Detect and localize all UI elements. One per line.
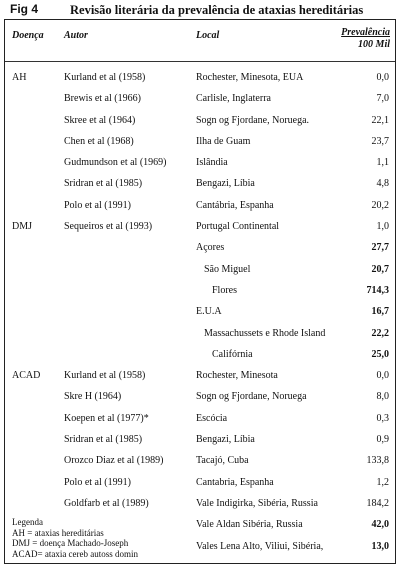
- row-author: Skree et al (1964): [64, 114, 136, 126]
- table-row: [5, 494, 395, 515]
- row-local: Cantabria, Espanha: [196, 476, 274, 488]
- table-row: [5, 153, 395, 174]
- table-row: [5, 324, 395, 345]
- row-prevalence: 184,2: [366, 497, 389, 509]
- row-local: Islândia: [196, 157, 228, 169]
- table-row: [5, 217, 395, 238]
- table-row: [5, 89, 395, 110]
- row-local: Sogn og Fjordane, Noruega: [196, 391, 307, 403]
- row-local: Massachussets e Rhode Island: [204, 327, 326, 339]
- row-local: Rochester, Minesota: [196, 370, 278, 382]
- row-prevalence: 42,0: [371, 519, 389, 531]
- row-local: Açores: [196, 242, 225, 254]
- row-local: Rochester, Minesota, EUA: [196, 72, 304, 83]
- row-prevalence: 8,0: [376, 391, 389, 403]
- table-row: [5, 409, 395, 430]
- header-local: Local: [196, 30, 220, 41]
- row-prevalence: 0,9: [376, 434, 389, 446]
- row-local: Portugal Continental: [196, 221, 280, 233]
- header-prevalence-label: Prevalência: [341, 27, 390, 38]
- row-author: Chen et al (1968): [64, 135, 134, 147]
- row-prevalence: 7,0: [376, 93, 389, 105]
- table-row: [5, 366, 395, 387]
- header-group: Doença: [12, 30, 44, 41]
- row-group: ACAD: [12, 370, 41, 382]
- row-local: Bengazi, Líbia: [196, 434, 255, 446]
- row-prevalence: 1,0: [376, 221, 389, 233]
- row-prevalence: 22,1: [371, 114, 389, 126]
- header-author: Autor: [64, 30, 88, 41]
- row-author: Orozco Diaz et al (1989): [64, 455, 164, 467]
- row-local: Vale Aldan Sibéria, Russia: [196, 519, 303, 531]
- row-local: Vale Indigirka, Sibéria, Russia: [196, 497, 318, 509]
- row-author: Polo et al (1991): [64, 199, 131, 211]
- row-author: Brewis et al (1966): [64, 93, 141, 105]
- table-body: [5, 68, 395, 558]
- table-row: [5, 451, 395, 472]
- row-prevalence: 0,0: [376, 72, 389, 83]
- row-local: E.U.A: [196, 306, 222, 318]
- row-author: Kurland et al (1958): [64, 72, 146, 83]
- row-local: Flores: [212, 284, 237, 296]
- table-row: [5, 238, 395, 259]
- header-divider: [5, 61, 395, 62]
- row-prevalence: 20,2: [371, 199, 389, 211]
- row-prevalence: 16,7: [371, 306, 389, 318]
- table-row: [5, 473, 395, 494]
- row-prevalence: 0,3: [376, 412, 389, 424]
- row-local: Cantábria, Espanha: [196, 199, 274, 211]
- row-prevalence: 22,2: [371, 327, 389, 339]
- figure-label: Fig 4: [10, 2, 39, 16]
- row-local: Ilha de Guam: [196, 135, 251, 147]
- row-prevalence: 714,3: [366, 284, 389, 296]
- row-local: São Miguel: [204, 263, 251, 275]
- row-local: Escócia: [196, 412, 228, 424]
- table-header: [5, 20, 395, 62]
- table-row: [5, 302, 395, 323]
- header-prevalence: [341, 27, 390, 51]
- table-row: [5, 260, 395, 281]
- row-prevalence: 13,0: [371, 540, 389, 552]
- row-author: Sequeiros et al (1993): [64, 221, 153, 233]
- row-local: Vales Lena Alto, Viliui, Sibéria,: [196, 540, 324, 552]
- row-author: Gudmundson et al (1969): [64, 157, 167, 169]
- table-row: [5, 132, 395, 153]
- row-author: Sridran et al (1985): [64, 434, 143, 446]
- prevalence-table: [4, 19, 396, 564]
- table-row: [5, 174, 395, 195]
- table-row: [5, 196, 395, 217]
- table-row: [5, 281, 395, 302]
- row-group: DMJ: [12, 221, 33, 233]
- legend: [12, 517, 138, 559]
- row-prevalence: 25,0: [371, 348, 389, 360]
- row-author: Sridran et al (1985): [64, 178, 143, 190]
- table-row: [5, 387, 395, 408]
- row-author: Skre H (1964): [64, 391, 122, 403]
- row-author: Goldfarb et al (1989): [64, 497, 149, 509]
- row-author: Polo et al (1991): [64, 476, 131, 488]
- legend-title: Legenda: [12, 517, 43, 527]
- legend-item: ACAD= ataxia cereb autoss domin: [12, 548, 139, 559]
- row-local: Califórnia: [212, 348, 253, 360]
- row-prevalence: 1,2: [376, 476, 389, 488]
- row-local: Sogn og Fjordane, Noruega.: [196, 114, 310, 126]
- legend-item: AH = ataxias hereditárias: [12, 527, 104, 538]
- row-prevalence: 27,7: [371, 242, 389, 254]
- row-local: Tacajó, Cuba: [196, 455, 249, 467]
- row-local: Bengazi, Líbia: [196, 178, 255, 190]
- row-author: Koepen et al (1977)*: [64, 412, 149, 424]
- row-group: AH: [12, 72, 27, 83]
- row-author: Kurland et al (1958): [64, 370, 146, 382]
- table-row: [5, 68, 395, 89]
- row-local: Carlisle, Inglaterra: [196, 93, 271, 105]
- row-prevalence: 23,7: [371, 135, 389, 147]
- table-row: [5, 345, 395, 366]
- row-prevalence: 4,8: [376, 178, 389, 190]
- header-prevalence-unit: 100 Mil: [358, 39, 390, 50]
- row-prevalence: 0,0: [376, 370, 389, 382]
- table-row: [5, 430, 395, 451]
- row-prevalence: 1,1: [376, 157, 389, 169]
- figure-title: Revisão literária da prevalência de ataxias hereditárias: [70, 3, 364, 17]
- legend-item: DMJ = doença Machado-Joseph: [12, 538, 129, 548]
- row-prevalence: 20,7: [371, 263, 389, 275]
- row-prevalence: 133,8: [366, 455, 389, 467]
- table-row: [5, 111, 395, 132]
